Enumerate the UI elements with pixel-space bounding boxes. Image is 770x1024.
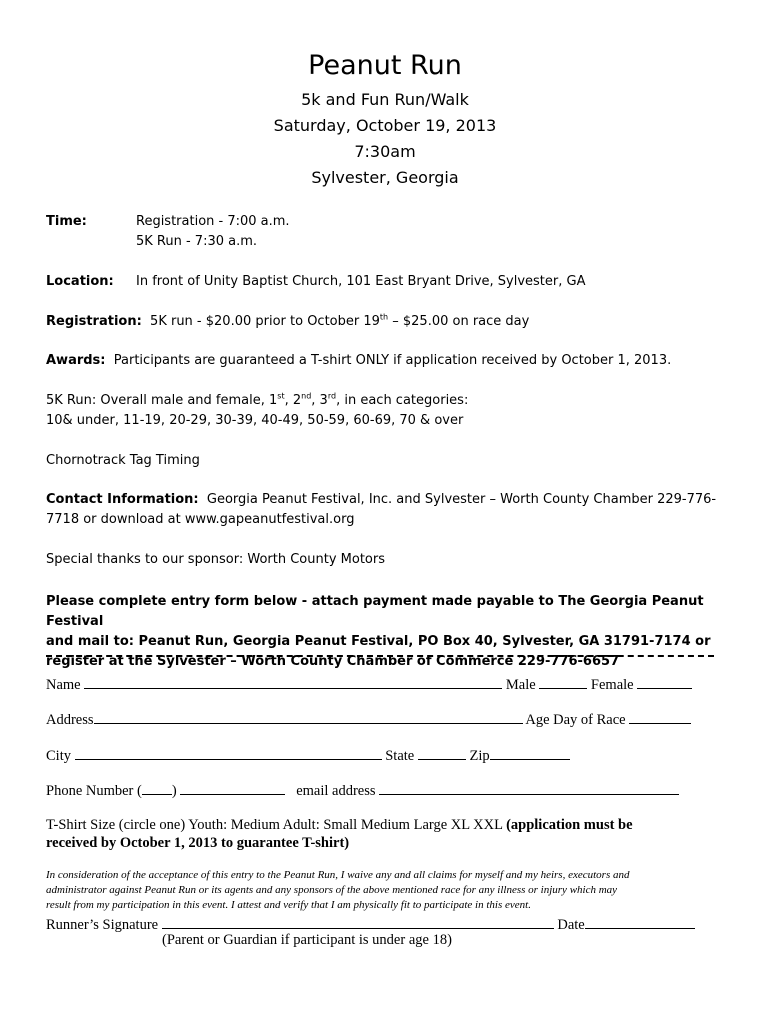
instructions-line-2: and mail to: Peanut Run, Georgia Peanut Festival, PO Box 40, Sylvester, GA 31791-7174 or xyxy=(46,634,711,649)
event-subtitle: 5k and Fun Run/Walk xyxy=(301,90,469,109)
awards-line xyxy=(46,353,671,368)
form-row-tshirt xyxy=(46,816,716,852)
male-field[interactable] xyxy=(539,674,587,689)
instructions-block xyxy=(46,592,716,672)
awards-label: Awards: xyxy=(46,353,106,368)
cut-line-divider xyxy=(46,655,714,657)
event-place: Sylvester, Georgia xyxy=(311,168,459,187)
registration-sup: th xyxy=(379,312,389,322)
run5k-sup2: nd xyxy=(301,391,312,401)
contact-label: Contact Information: xyxy=(46,492,199,507)
instructions-line-3: register at the Sylvester – Worth County Chamber of Commerce 229-776-6657 xyxy=(46,654,620,669)
run5k-text-d: , in each categories: xyxy=(336,393,469,408)
email-label: email address xyxy=(296,783,376,799)
phone-field[interactable] xyxy=(180,780,285,795)
female-label: Female xyxy=(590,677,634,693)
waiver-line-1: In consideration of the acceptance of this entry to the Peanut Run, I waive any and all claims for myself and my heirs, executors and xyxy=(46,869,630,881)
timing-text: Chornotrack Tag Timing xyxy=(46,453,200,468)
awards-text: Participants are guaranteed a T-shirt ONLY if application received by October 1, 2013. xyxy=(113,353,672,368)
contact-line xyxy=(46,492,716,507)
email-field[interactable] xyxy=(379,780,679,795)
state-label: State xyxy=(385,748,415,764)
event-time: 7:30am xyxy=(354,142,416,161)
run5k-sup1: st xyxy=(277,391,285,401)
form-row-phone xyxy=(46,780,679,800)
date-label: Date xyxy=(557,917,585,933)
registration-label: Registration: xyxy=(46,314,142,329)
location-text: In front of Unity Baptist Church, 101 East Bryant Drive, Sylvester, GA xyxy=(136,274,586,289)
tshirt-deadline-a: (application must be xyxy=(506,817,633,833)
age-label: Age Day of Race xyxy=(525,712,626,728)
phone-label: Phone Number ( xyxy=(46,783,142,799)
city-label: City xyxy=(46,748,71,764)
location-label: Location: xyxy=(46,274,114,289)
date-field[interactable] xyxy=(585,914,695,929)
name-field[interactable] xyxy=(84,674,502,689)
phone-close: ) xyxy=(171,783,177,799)
time-registration: Registration - 7:00 a.m. xyxy=(136,214,290,229)
signature-label: Runner’s Signature xyxy=(46,917,159,933)
registration-text-b: – $25.00 on race day xyxy=(388,314,530,329)
signature-field[interactable] xyxy=(162,914,554,929)
name-label: Name xyxy=(46,677,81,693)
address-label: Address xyxy=(46,712,94,728)
city-field[interactable] xyxy=(75,745,382,760)
run5k-sup3: rd xyxy=(327,391,337,401)
waiver-text xyxy=(46,868,726,913)
sponsor-thanks: Special thanks to our sponsor: Worth County Motors xyxy=(46,552,386,567)
zip-label: Zip xyxy=(469,748,490,764)
zip-field[interactable] xyxy=(490,745,570,760)
male-label: Male xyxy=(505,677,536,693)
run5k-categories: 10& under, 11-19, 20-29, 30-39, 40-49, 50-59, 60-69, 70 & over xyxy=(46,413,464,428)
signature-note: (Parent or Guardian if participant is under age 18) xyxy=(162,932,452,948)
signature-row xyxy=(46,914,695,934)
waiver-line-2: administrator against Peanut Run or its agents and any sponsors of the above mentioned race for any illness or injury which may xyxy=(46,884,618,896)
run5k-text-a: 5K Run: Overall male and female, 1 xyxy=(46,393,278,408)
run5k-line xyxy=(46,393,468,408)
area-code-field[interactable] xyxy=(142,780,172,795)
address-field[interactable] xyxy=(94,709,523,724)
registration-text-a: 5K run - $20.00 prior to October 19 xyxy=(150,314,380,329)
state-field[interactable] xyxy=(418,745,466,760)
age-field[interactable] xyxy=(629,709,691,724)
page-title: Peanut Run xyxy=(308,50,462,81)
time-5k-run: 5K Run - 7:30 a.m. xyxy=(136,234,258,249)
contact-text-a: Georgia Peanut Festival, Inc. and Sylvester – Worth County Chamber 229-776- xyxy=(206,492,717,507)
female-field[interactable] xyxy=(637,674,692,689)
event-date: Saturday, October 19, 2013 xyxy=(273,116,497,135)
registration-line xyxy=(46,314,529,329)
form-row-name xyxy=(46,674,692,694)
form-row-city xyxy=(46,745,570,765)
waiver-line-3: result from my participation in this event. I attest and verify that I am physically fit to participate in this event. xyxy=(46,899,531,911)
tshirt-deadline-b: received by October 1, 2013 to guarantee T-shirt) xyxy=(46,835,350,851)
time-label: Time: xyxy=(46,214,87,229)
form-row-address xyxy=(46,709,691,729)
instructions-line-1: Please complete entry form below - attach payment made payable to The Georgia Peanut Festival xyxy=(46,594,704,629)
tshirt-sizes[interactable]: T-Shirt Size (circle one) Youth: Medium Adult: Small Medium Large XL XXL xyxy=(46,817,507,833)
run5k-text-c: , 3 xyxy=(311,393,328,408)
run5k-text-b: , 2 xyxy=(284,393,302,408)
contact-text-b: 7718 or download at www.gapeanutfestival.org xyxy=(46,512,355,527)
